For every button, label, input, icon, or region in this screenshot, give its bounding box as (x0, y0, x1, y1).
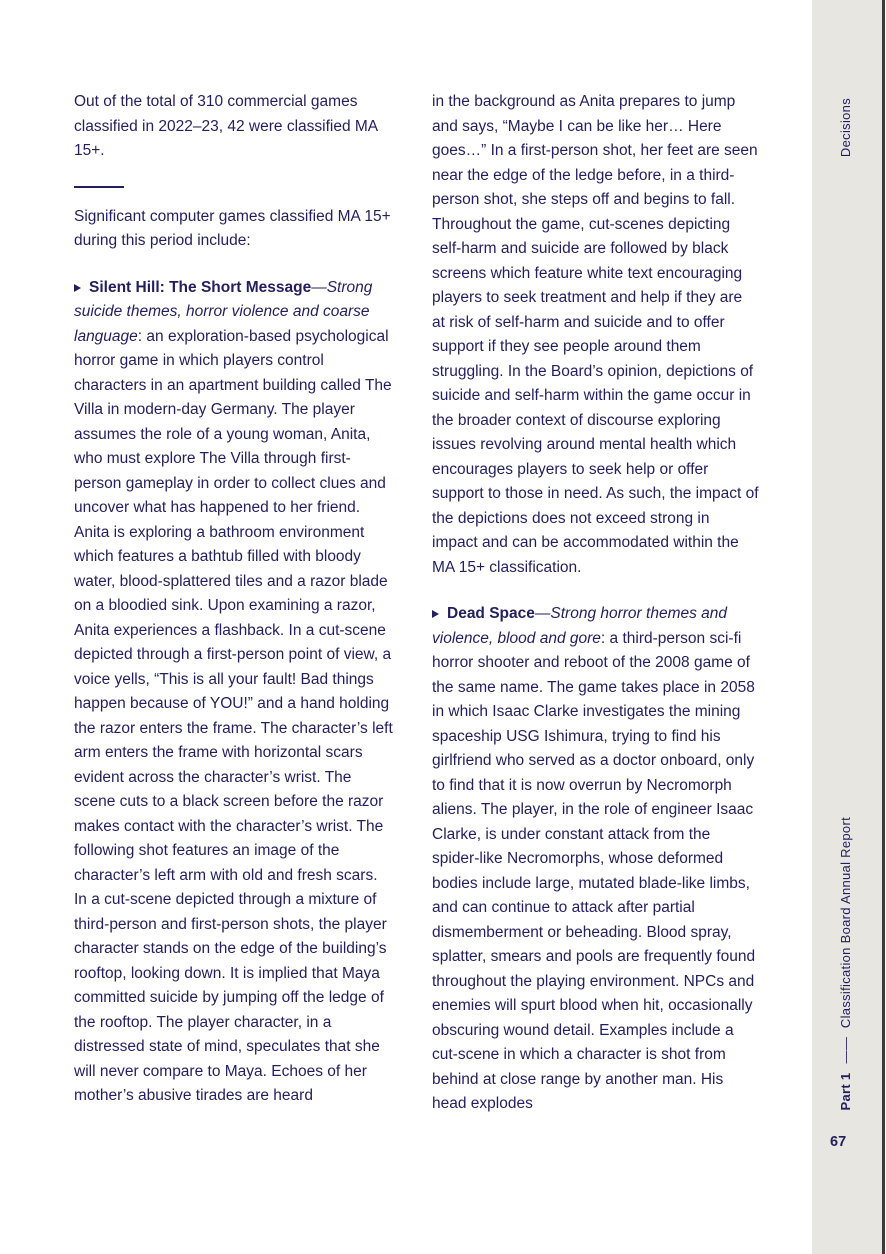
intro-paragraph: Out of the total of 310 commercial games classified in 2022–23, 42 were classified MA 15+. (74, 93, 378, 159)
game-title-dead-space: Dead Space (447, 605, 535, 622)
lead-paragraph: Significant computer games classified MA 15+ during this period include: (74, 207, 391, 249)
list-item-silent-hill: Silent Hill: The Short Message—Strong suicide themes, horror violence and coarse language: an exploration-based psychological horror game in which players control characters in an apartment building called The Villa in modern-day Germany. The player assumes the role of a young woman, Anita, who must explore The Villa through first-person gameplay in order to collect clues and uncover what has happened to her friend. Anita is exploring a bathroom environment which features a bathtub filled with bloody water, blood-splattered tiles and a razor blade on a bloodied sink. Upon examining a razor, Anita experiences a flashback. In a cut-scene depicted through a first-person point of view, a voice yells, “This is all your fault! Bad things happen because of YOU!” and a hand holding the razor enters the frame. The character’s left arm enters the frame with horizontal scars evident across the character’s wrist. The scene cuts to a black screen before the razor makes contact with the character’s wrist. The following shot features an image of the character’s left arm with old and fresh scars. In a cut-scene depicted through a mixture of third-person and first-person shots, the player character stands on the edge of the building’s rooftop, looking down. It is implied that Maya committed suicide by jumping off the ledge of the rooftop. The player character, in a distressed state of mind, speculates that she will never compare to Maya. Echoes of her mother’s abusive tirades are heard (74, 278, 393, 1104)
report-title-text: Classification Board Annual Report (838, 816, 853, 1028)
part-label: Part 1 (838, 1072, 853, 1110)
consumer-advice-silent-hill: —Strong suicide themes, horror violence and coarse language (74, 278, 373, 345)
left-column (74, 90, 394, 1139)
report-title-vertical (837, 817, 854, 1110)
page-number: 67 (830, 1134, 847, 1150)
right-column (432, 90, 759, 1139)
bullet-triangle-icon (74, 284, 81, 292)
section-label-text: Decisions (838, 98, 853, 158)
page-edge-line (882, 0, 885, 1254)
section-label-decisions (837, 98, 854, 157)
continuation-paragraph: in the background as Anita prepares to jump and says, “Maybe I can be like her… Here goes…” In a first-person shot, her feet are seen near the edge of the ledge before, in a third-person shot, she steps off and begins to fall. Throughout the game, cut-scenes depicting self-harm and suicide are followed by black screens which feature white text encouraging players to seek treatment and help if they are at risk of self-harm and suicide and to offer support if they see people around them struggling. In the Board’s opinion, depictions of suicide and self-harm within the game occur in the broader context of discourse exploring issues revolving around mental health which encourages players to seek help or offer support to those in need. As such, the impact of the depictions does not exceed strong in impact and can be accommodated within the MA 15+ classification. (432, 93, 759, 576)
two-column-text-area (74, 90, 759, 1139)
list-item-dead-space: Dead Space—Strong horror themes and violence, blood and gore: a third-person sci-fi horror shooter and reboot of the 2008 game of the same name. The game takes place in 2058 in which Isaac Clarke investigates the mining spaceship USG Ishimura, trying to find his girlfriend who served as a doctor onboard, only to find that it is now overrun by Necromorph aliens. The player, in the role of engineer Isaac Clarke, is under constant attack from the spider-like Necromorphs, whose deformed bodies include large, mutated blade-like limbs, and can continue to attack after partial dismemberment or beheading. Blood spray, splatter, smears and pools are frequently found throughout the playing environment. NPCs and enemies will spurt blood when hit, occasionally obscuring wound detail. Examples include a cut-scene in which a character is shot from behind at close range by another man. His head explodes (432, 605, 756, 1112)
bullet-triangle-icon (432, 610, 439, 618)
game-title-silent-hill: Silent Hill: The Short Message (89, 278, 312, 296)
title-dash: —— (838, 1036, 853, 1064)
consumer-advice-dead-space: —Strong horror themes and violence, blood and gore (432, 605, 728, 647)
section-divider-rule (74, 186, 124, 188)
